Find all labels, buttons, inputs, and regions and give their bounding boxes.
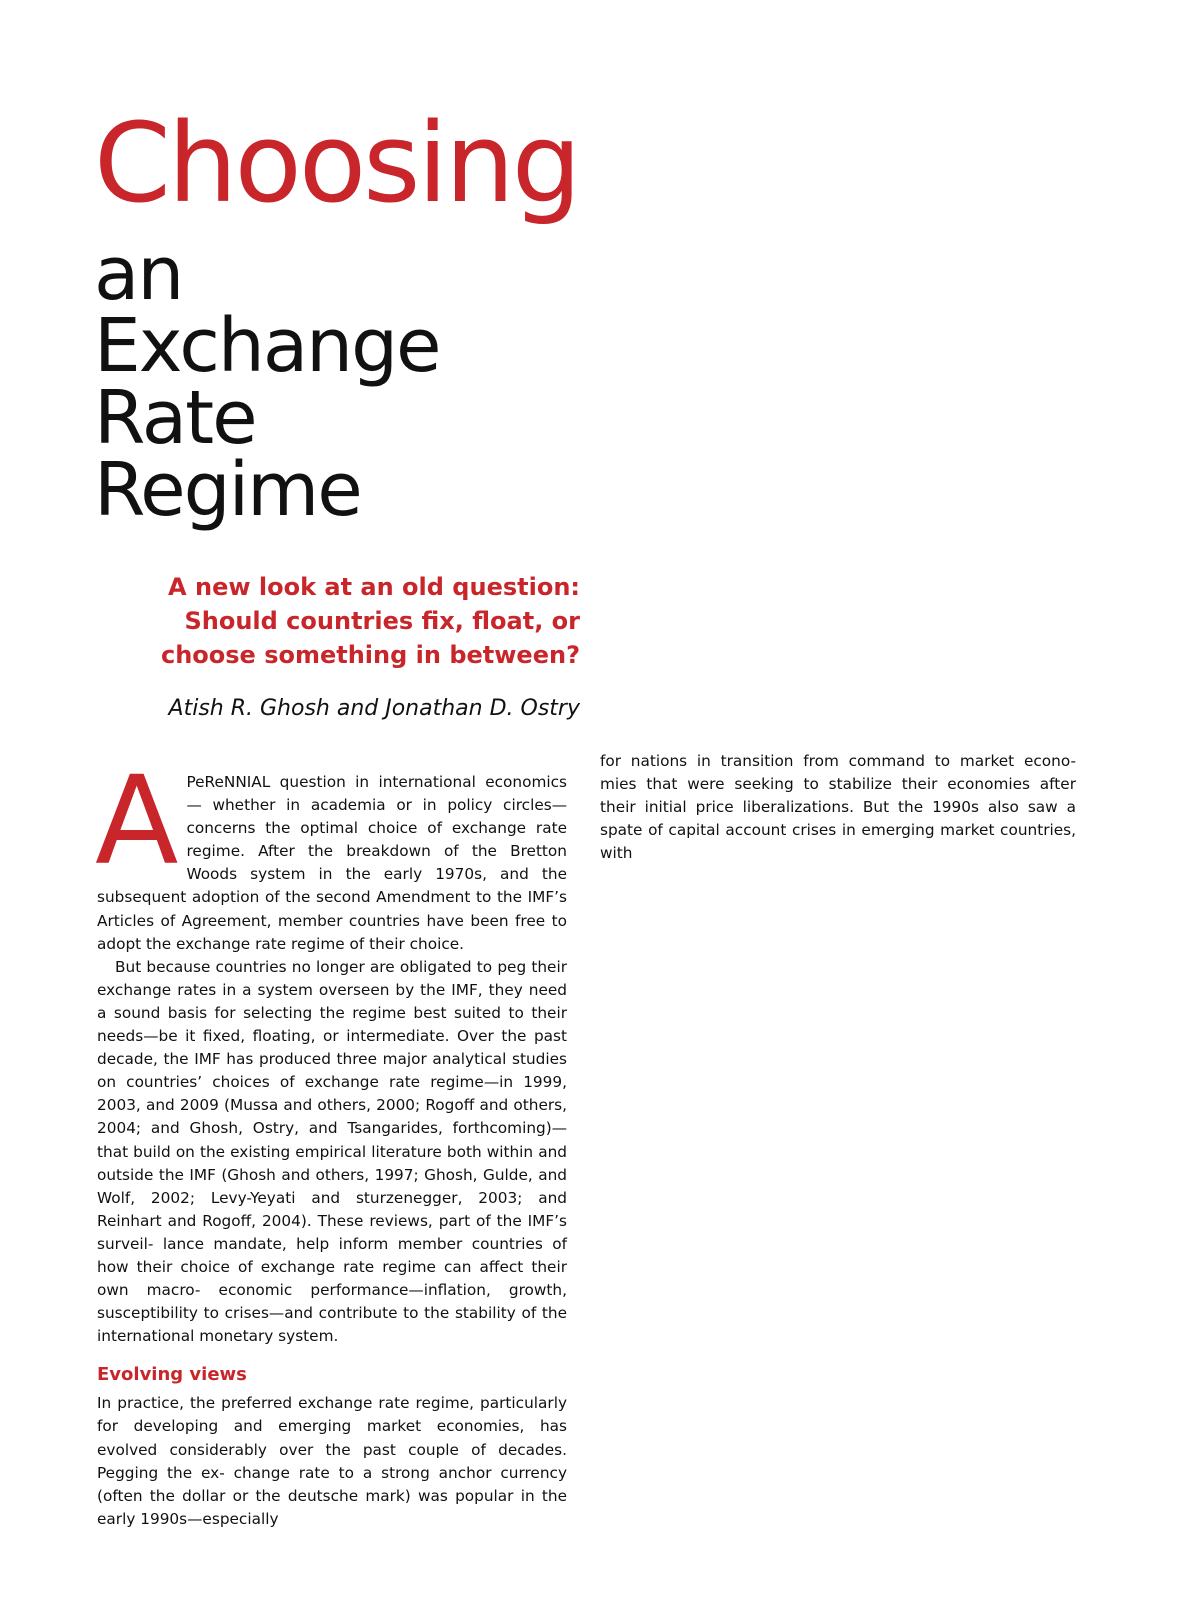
subtitle-line-2: Should countries fix, float, or <box>184 607 580 635</box>
title-line-rate: Rate <box>94 375 256 461</box>
subtitle-line-3: choose something in between? <box>160 641 580 669</box>
title-choosing: Choosing <box>94 99 579 227</box>
body-column-right <box>600 750 1076 865</box>
section-heading-evolving-views: Evolving views <box>97 1364 247 1386</box>
drop-cap: A <box>95 750 179 892</box>
body-paragraph-2: But because countries no longer are obligated to peg their exchange rates in a system overseen by the IMF, they need a sound basis for selecting the regime best suited to their needs—be it fixed, floating, or intermediate. Over the past decade, the IMF has produced three major analytical studies on countries’ choices of exchange rate regime—in 1999, 2003, and 2009 (Mussa and others, 2000; Rogoff and others, 2004; and Ghosh, Ostry, and Tsangarides, forthcoming)—that build on the existing empirical literature both within and outside the IMF (Ghosh and others, 1997; Ghosh, Gulde, and Wolf, 2002; Levy-Yeyati and sturzenegger, 2003; and Reinhart and Rogoff, 2004). These reviews, part of the IMF’s surveil- lance mandate, help inform member countries of how their choice of exchange rate regime can affect their own macro- economic performance—inflation, growth, susceptibility to crises—and contribute to the stability of the international monetary system. <box>97 957 567 1346</box>
title-line-an: an <box>94 231 183 317</box>
body-column-left <box>95 750 567 1531</box>
title-line-regime: Regime <box>94 447 361 533</box>
body-paragraph-1-text: PeReNNIAL question in international economics — whether in academia or in policy circles— concerns the optimal choice of exchange rate regime. After the breakdown of the Bretton Woods system in the early 1970s, and the subsequent adoption of the second Amendment to the IMF’s Articles of Agreement, member countries have been free to adopt the exchange rate regime of their choice. <box>97 773 567 953</box>
subtitle <box>120 570 580 672</box>
author-byline: Atish R. Ghosh and Jonathan D. Ostry <box>168 696 580 721</box>
title-rest <box>94 231 440 533</box>
body-paragraph-4: for nations in transition from command to market econo- mies that were seeking to stabilize their economies after their initial price liberalizations. But the 1990s also saw a spate of capital account crises in emerging market countries, with <box>600 752 1076 863</box>
body-paragraph-1 <box>95 750 567 956</box>
body-paragraph-3: In practice, the preferred exchange rate regime, particularly for developing and emerging market economies, has evolved considerably over the past couple of decades. Pegging the ex- change rate to a strong anchor currency (often the dollar or the deutsche mark) was popular in the early 1990s—especially <box>97 1394 567 1528</box>
title-line-exchange: Exchange <box>94 303 440 389</box>
subtitle-line-1: A new look at an old question: <box>168 573 580 601</box>
